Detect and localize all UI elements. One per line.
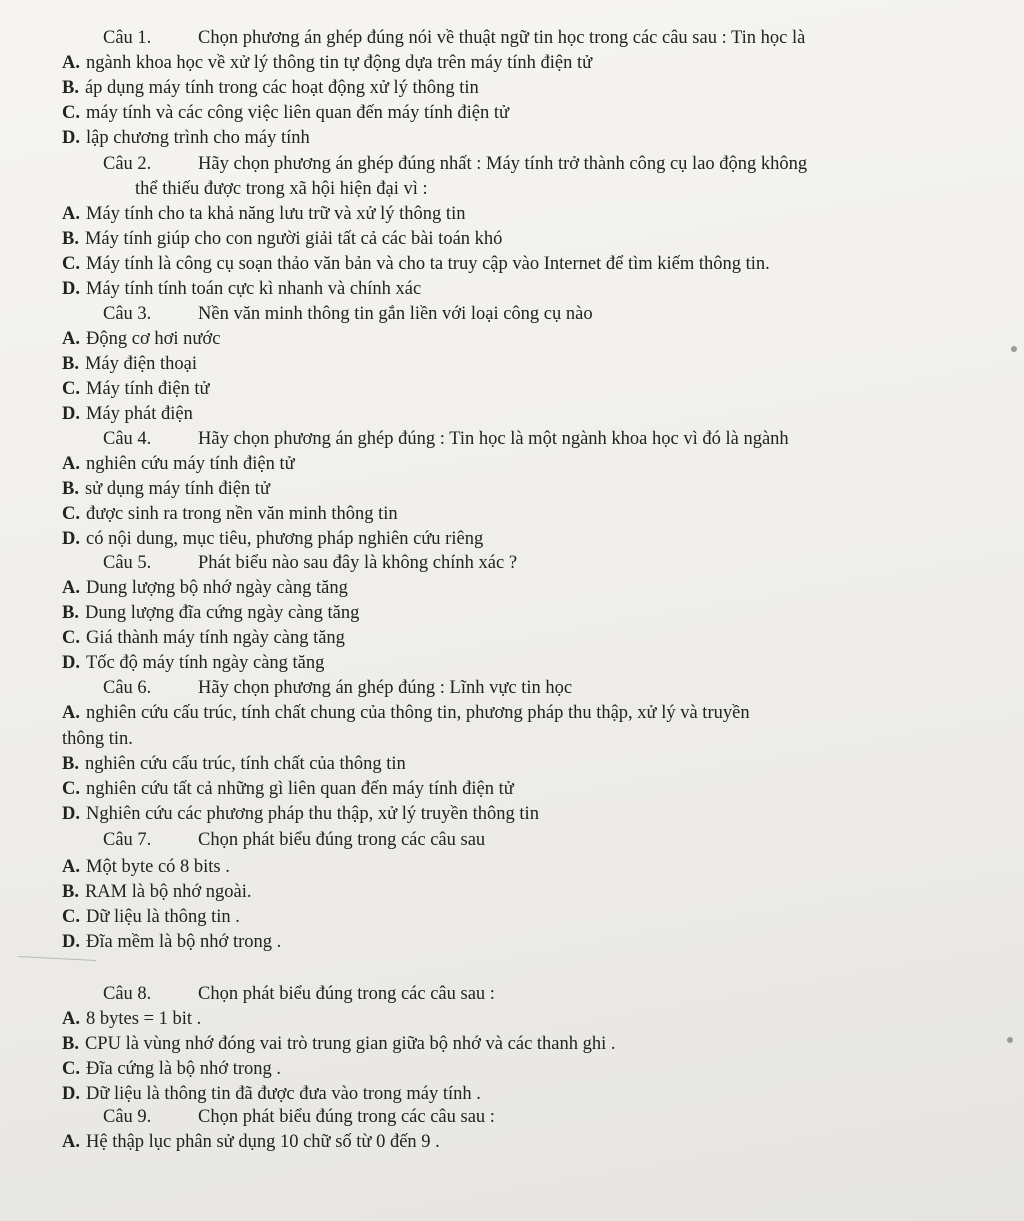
option-text: Máy tính tính toán cực kì nhanh và chính xác bbox=[86, 279, 422, 299]
option-letter: D. bbox=[62, 404, 80, 424]
option-2d bbox=[62, 277, 421, 301]
option-letter: B. bbox=[62, 229, 79, 249]
option-1c bbox=[62, 101, 509, 125]
option-text: sử dụng máy tính điện tử bbox=[84, 479, 270, 499]
option-8d bbox=[62, 1082, 481, 1106]
question-number: Câu 5. bbox=[103, 553, 152, 573]
option-letter: D. bbox=[62, 1084, 80, 1104]
question-number: Câu 2. bbox=[103, 154, 152, 174]
option-letter: C. bbox=[62, 628, 80, 648]
option-letter: D. bbox=[62, 529, 80, 549]
option-8a bbox=[62, 1007, 201, 1031]
option-6a-continuation: thông tin. bbox=[62, 729, 133, 749]
option-7b bbox=[62, 880, 251, 904]
option-4a bbox=[62, 452, 295, 476]
question-7 bbox=[103, 828, 485, 852]
question-number: Câu 9. bbox=[103, 1107, 152, 1127]
question-4 bbox=[103, 427, 789, 451]
option-letter: A. bbox=[62, 703, 80, 723]
option-letter: A. bbox=[62, 204, 80, 224]
option-text: Dữ liệu là thông tin đã được đưa vào trong máy tính . bbox=[86, 1084, 481, 1104]
option-6d bbox=[62, 802, 539, 826]
pencil-mark bbox=[18, 956, 96, 961]
option-2c bbox=[62, 252, 770, 276]
option-text: Hệ thập lục phân sử dụng 10 chữ số từ 0 đến 9 . bbox=[86, 1132, 440, 1152]
option-7d bbox=[62, 930, 281, 954]
option-text: CPU là vùng nhớ đóng vai trò trung gian giữa bộ nhớ và các thanh ghi . bbox=[84, 1034, 616, 1054]
question-text: Chọn phát biểu đúng trong các câu sau : bbox=[198, 1107, 495, 1127]
option-text: nghiên cứu cấu trúc, tính chất chung của thông tin, phương pháp thu thập, xử lý và truyền bbox=[86, 703, 750, 723]
paper-speck bbox=[1011, 346, 1017, 352]
question-3 bbox=[103, 302, 593, 326]
question-1 bbox=[103, 26, 805, 50]
option-letter: B. bbox=[62, 479, 79, 499]
option-7c bbox=[62, 905, 240, 929]
option-text: 8 bytes = 1 bit . bbox=[86, 1009, 202, 1029]
option-text: Máy tính là công cụ soạn thảo văn bản và cho ta truy cập vào Internet để tìm kiếm thông tin. bbox=[86, 254, 770, 274]
option-5b bbox=[62, 601, 359, 625]
option-text: nghiên cứu máy tính điện tử bbox=[86, 454, 295, 474]
option-1d bbox=[62, 126, 310, 150]
option-letter: A. bbox=[62, 1009, 80, 1029]
question-text: Phát biểu nào sau đây là không chính xác ? bbox=[198, 553, 518, 573]
option-text: Nghiên cứu các phương pháp thu thập, xử lý truyền thông tin bbox=[86, 804, 539, 824]
option-letter: A. bbox=[62, 578, 80, 598]
question-text: Hãy chọn phương án ghép đúng nhất : Máy tính trở thành công cụ lao động không bbox=[198, 154, 808, 174]
option-6b bbox=[62, 752, 406, 776]
option-7a bbox=[62, 855, 230, 879]
option-letter: C. bbox=[62, 504, 80, 524]
option-text: Đĩa cứng là bộ nhớ trong . bbox=[86, 1059, 282, 1079]
option-text: Động cơ hơi nước bbox=[86, 329, 221, 349]
question-text: Chọn phương án ghép đúng nói về thuật ngữ tin học trong các câu sau : Tin học là bbox=[198, 28, 806, 48]
option-text: Máy tính điện tử bbox=[86, 379, 210, 399]
question-2 bbox=[103, 152, 807, 176]
option-letter: A. bbox=[62, 857, 80, 877]
paper-speck bbox=[1007, 1037, 1013, 1043]
option-text: có nội dung, mục tiêu, phương pháp nghiên cứu riêng bbox=[86, 529, 484, 549]
option-text: lập chương trình cho máy tính bbox=[86, 128, 310, 148]
option-letter: C. bbox=[62, 254, 80, 274]
option-letter: D. bbox=[62, 653, 80, 673]
option-text: Tốc độ máy tính ngày càng tăng bbox=[86, 653, 325, 673]
option-8c bbox=[62, 1057, 281, 1081]
option-letter: D. bbox=[62, 932, 80, 952]
question-number: Câu 1. bbox=[103, 28, 152, 48]
option-text: Giá thành máy tính ngày càng tăng bbox=[86, 628, 345, 648]
question-5 bbox=[103, 551, 517, 575]
option-text: Dung lượng đĩa cứng ngày càng tăng bbox=[84, 603, 360, 623]
option-letter: B. bbox=[62, 882, 79, 902]
option-text: nghiên cứu tất cả những gì liên quan đến máy tính điện tử bbox=[86, 779, 514, 799]
option-letter: D. bbox=[62, 128, 80, 148]
option-text: Dữ liệu là thông tin . bbox=[86, 907, 240, 927]
option-letter: B. bbox=[62, 603, 79, 623]
option-text: Máy tính cho ta khả năng lưu trữ và xử lý thông tin bbox=[86, 204, 466, 224]
option-text: Máy tính giúp cho con người giải tất cả các bài toán khó bbox=[84, 229, 503, 249]
option-text: RAM là bộ nhớ ngoài. bbox=[84, 882, 252, 902]
option-letter: B. bbox=[62, 754, 79, 774]
option-3c bbox=[62, 377, 210, 401]
question-text: Chọn phát biểu đúng trong các câu sau bbox=[198, 830, 486, 850]
option-text: máy tính và các công việc liên quan đến máy tính điện tử bbox=[86, 103, 510, 123]
question-6 bbox=[103, 676, 572, 700]
option-9a bbox=[62, 1130, 440, 1154]
question-9 bbox=[103, 1105, 495, 1129]
option-letter: C. bbox=[62, 103, 80, 123]
option-text: Một byte có 8 bits . bbox=[86, 857, 230, 877]
option-letter: C. bbox=[62, 379, 80, 399]
option-letter: D. bbox=[62, 804, 80, 824]
question-text: Hãy chọn phương án ghép đúng : Lĩnh vực tin học bbox=[198, 678, 573, 698]
question-number: Câu 6. bbox=[103, 678, 152, 698]
question-text: Hãy chọn phương án ghép đúng : Tin học là một ngành khoa học vì đó là ngành bbox=[198, 429, 789, 449]
option-letter: B. bbox=[62, 78, 79, 98]
question-8 bbox=[103, 982, 495, 1006]
option-4d bbox=[62, 527, 483, 551]
question-text: Nền văn minh thông tin gắn liền với loại công cụ nào bbox=[198, 304, 593, 324]
question-number: Câu 7. bbox=[103, 830, 152, 850]
option-text: áp dụng máy tính trong các hoạt động xử lý thông tin bbox=[84, 78, 479, 98]
option-letter: C. bbox=[62, 779, 80, 799]
option-letter: C. bbox=[62, 1059, 80, 1079]
option-4b bbox=[62, 477, 270, 501]
option-3b bbox=[62, 352, 197, 376]
question-2-continuation: thể thiếu được trong xã hội hiện đại vì : bbox=[135, 179, 428, 199]
option-5d bbox=[62, 651, 324, 675]
option-text: Máy phát điện bbox=[86, 404, 193, 424]
question-number: Câu 8. bbox=[103, 984, 152, 1004]
option-text: nghiên cứu cấu trúc, tính chất của thông tin bbox=[84, 754, 406, 774]
option-5a bbox=[62, 576, 348, 600]
option-letter: A. bbox=[62, 329, 80, 349]
option-6c bbox=[62, 777, 514, 801]
option-6a bbox=[62, 701, 750, 725]
option-4c bbox=[62, 502, 398, 526]
option-1b bbox=[62, 76, 479, 100]
option-2a bbox=[62, 202, 465, 226]
question-number: Câu 3. bbox=[103, 304, 152, 324]
question-text: Chọn phát biểu đúng trong các câu sau : bbox=[198, 984, 495, 1004]
option-text: được sinh ra trong nền văn minh thông tin bbox=[86, 504, 398, 524]
option-3d bbox=[62, 402, 193, 426]
option-text: Dung lượng bộ nhớ ngày càng tăng bbox=[86, 578, 348, 598]
question-number: Câu 4. bbox=[103, 429, 152, 449]
option-1a bbox=[62, 51, 592, 75]
option-3a bbox=[62, 327, 220, 351]
option-5c bbox=[62, 626, 345, 650]
option-text: Đĩa mềm là bộ nhớ trong . bbox=[86, 932, 282, 952]
option-letter: A. bbox=[62, 1132, 80, 1152]
option-letter: B. bbox=[62, 354, 79, 374]
option-text: Máy điện thoại bbox=[84, 354, 197, 374]
option-2b bbox=[62, 227, 502, 251]
option-8b bbox=[62, 1032, 616, 1056]
option-letter: A. bbox=[62, 454, 80, 474]
option-letter: B. bbox=[62, 1034, 79, 1054]
option-text: ngành khoa học về xử lý thông tin tự động dựa trên máy tính điện tử bbox=[86, 53, 593, 73]
option-letter: C. bbox=[62, 907, 80, 927]
option-letter: A. bbox=[62, 53, 80, 73]
option-letter: D. bbox=[62, 279, 80, 299]
